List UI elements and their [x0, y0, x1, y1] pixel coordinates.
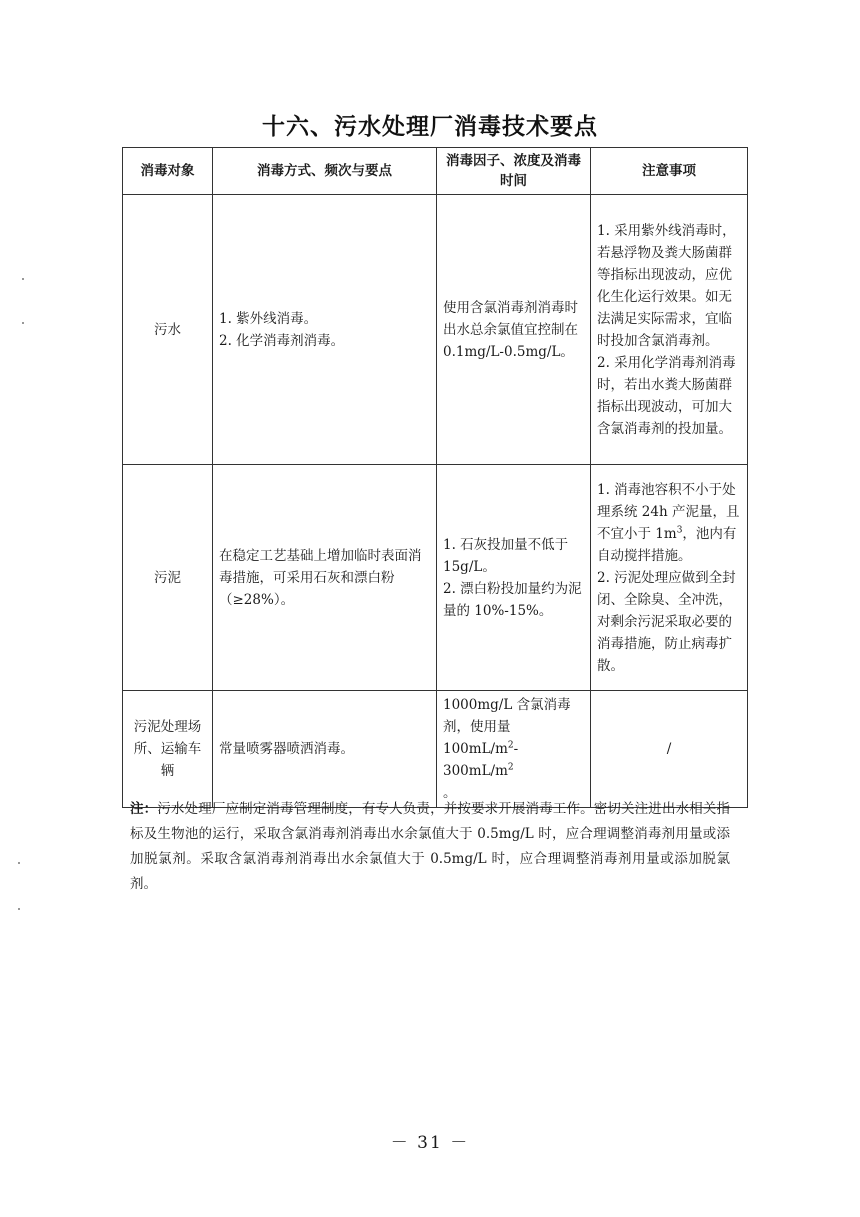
- factor-line: 。: [443, 785, 457, 801]
- notes-line: 2. 采用化学消毒剂消毒时，若出水粪大肠菌群指标出现波动，可加大含氯消毒剂的投加量。: [597, 354, 736, 437]
- row-factor: [437, 465, 591, 691]
- page-title: 十六、污水处理厂消毒技术要点: [262, 114, 598, 140]
- row-factor: [437, 195, 591, 465]
- factor-line: 2. 漂白粉投加量约为泥量的 10%-15%。: [443, 580, 582, 619]
- row-object: 污泥处理场所、运输车辆: [123, 691, 213, 808]
- factor-line: 0.1mg/L-0.5mg/L。: [443, 343, 574, 360]
- row-object: 污泥: [123, 465, 213, 691]
- row-notes: [591, 465, 748, 691]
- row-factor: [437, 691, 591, 808]
- row-method: [213, 691, 437, 808]
- factor-line: [443, 738, 584, 782]
- row-method: [213, 195, 437, 465]
- table-header-row: [123, 148, 748, 195]
- row-method: [213, 465, 437, 691]
- table-row: [123, 691, 748, 808]
- footnote-text: 污水处理厂应制定消毒管理制度，有专人负责，并按要求开展消毒工作。密切关注进出水相关指标及生物池的运行，采取含氯消毒剂消毒出水余氯值大于 0.5mg/L 时，应合理调整消毒剂用量或添加脱氯剂。采取含氯消毒剂消毒出水余氯值大于 0.5mg/L 时，应合理调整消毒剂用量或添加脱氯剂。: [130, 801, 731, 892]
- header-method: 消毒方式、频次与要点: [213, 148, 437, 195]
- notes-line: 1. 采用紫外线消毒时，若悬浮物及粪大肠菌群等指标出现波动，应优化生化运行效果。如无法满足实际需求，宜临时投加含氯消毒剂。: [597, 222, 736, 349]
- scan-dot: [22, 278, 24, 280]
- factor-text: -300mL/m: [443, 741, 519, 779]
- method-line: 2. 化学消毒剂消毒。: [219, 332, 345, 349]
- header-notes: 注意事项: [591, 148, 748, 195]
- factor-line: 1000mg/L 含氯消毒剂，使用量: [443, 697, 571, 735]
- header-object: 消毒对象: [123, 148, 213, 195]
- page-number: － 31 －: [390, 1133, 470, 1153]
- disinfection-table: [122, 147, 748, 808]
- method-line: 常量喷雾器喷洒消毒。: [219, 741, 354, 757]
- factor-line: 使用含氯消毒剂消毒时出水总余氯值宜控制在: [443, 299, 578, 338]
- footnote-label: 注：: [130, 801, 158, 817]
- factor-text: 100mL/m: [443, 741, 508, 757]
- method-line: 1. 紫外线消毒。: [219, 310, 318, 327]
- row-notes: /: [591, 691, 748, 808]
- superscript: 2: [507, 762, 514, 773]
- scan-dot: [18, 862, 20, 864]
- factor-line: 1. 石灰投加量不低于15g/L。: [443, 536, 569, 575]
- scan-dot: [22, 322, 24, 324]
- footnote: [130, 797, 730, 897]
- method-line: 在稳定工艺基础上增加临时表面消毒措施，可采用石灰和漂白粉（≥28%）。: [219, 547, 422, 608]
- scan-dot: [18, 908, 20, 910]
- superscript: 3: [676, 525, 683, 535]
- table-row: [123, 465, 748, 691]
- notes-text: ，池内有自动搅拌措施。: [597, 525, 737, 564]
- notes-text: 1. 消毒池容积不小于处理系统 24h 产泥量，且不宜小于 1m: [597, 481, 740, 542]
- notes-line: [597, 479, 741, 567]
- notes-line: 2. 污泥处理应做到全封闭、全除臭、全冲洗，对剩余污泥采取必要的消毒措施，防止病毒扩散。: [597, 569, 736, 674]
- superscript: 2: [507, 740, 514, 751]
- row-object: 污水: [123, 195, 213, 465]
- row-notes: [591, 195, 748, 465]
- header-factor: 消毒因子、浓度及消毒时间: [437, 148, 591, 195]
- table-row: [123, 195, 748, 465]
